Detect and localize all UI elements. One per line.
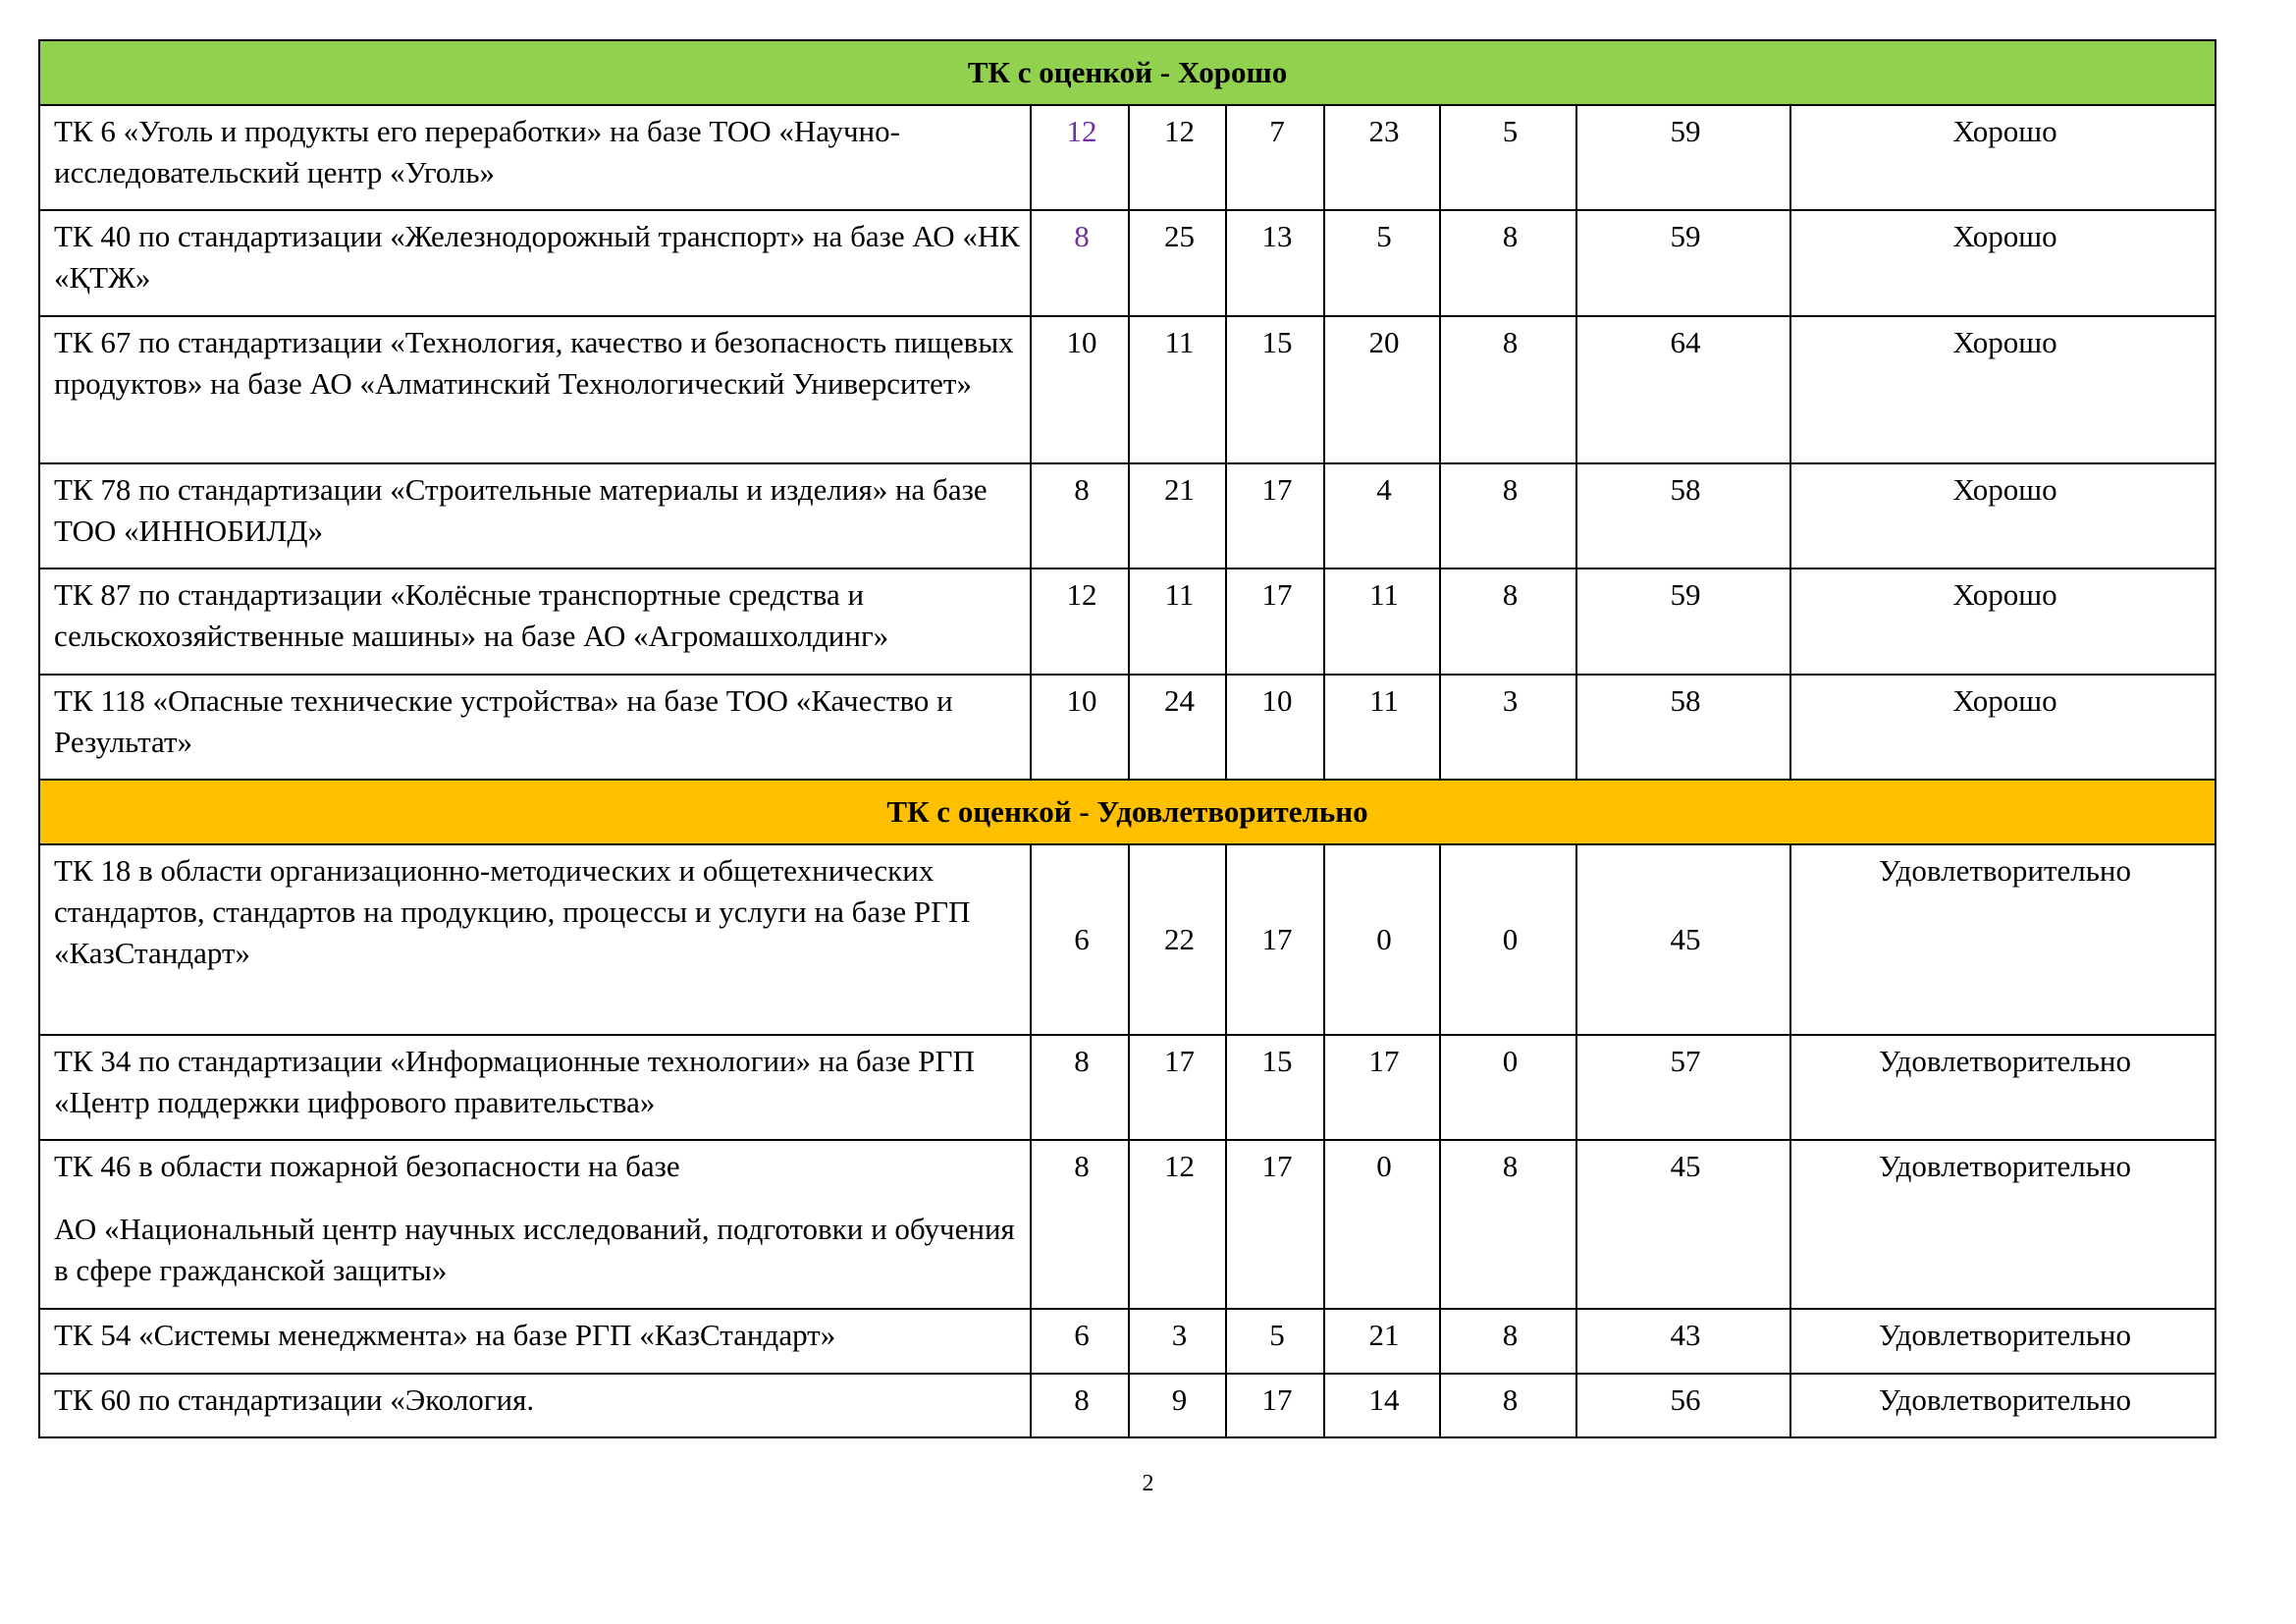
table-row (39, 316, 2216, 463)
score-2: 9 (1129, 1374, 1226, 1437)
score-1: 10 (1031, 675, 1129, 780)
score-4: 21 (1324, 1309, 1440, 1374)
grade: Хорошо (1790, 675, 2216, 780)
grade: Удовлетворительно (1790, 1374, 2216, 1437)
score-3: 17 (1226, 1374, 1324, 1437)
section-header-satisfactory (39, 780, 2216, 844)
score-1: 8 (1031, 210, 1129, 316)
score-1: 10 (1031, 316, 1129, 463)
score-4: 0 (1324, 1140, 1440, 1309)
page-number: 2 (1142, 1471, 1154, 1496)
score-1: 8 (1031, 463, 1129, 568)
score-2: 3 (1129, 1309, 1226, 1374)
score-3: 13 (1226, 210, 1324, 316)
total-score: 64 (1576, 316, 1790, 463)
committee-name: ТК 54 «Системы менеджмента» на базе РГП «КазСтандарт» (39, 1309, 1031, 1374)
committee-name: ТК 118 «Опасные технические устройства» на базе ТОО «Качество и Результат» (39, 675, 1031, 780)
table-row (39, 210, 2216, 316)
score-2: 11 (1129, 316, 1226, 463)
grade: Удовлетворительно (1790, 844, 2216, 1035)
score-4: 5 (1324, 210, 1440, 316)
score-4: 11 (1324, 675, 1440, 780)
table-row (39, 844, 2216, 1035)
rating-table (38, 39, 2216, 1438)
score-3: 15 (1226, 1035, 1324, 1140)
score-2: 11 (1129, 568, 1226, 675)
table-row (39, 105, 2216, 210)
score-2: 17 (1129, 1035, 1226, 1140)
score-2: 21 (1129, 463, 1226, 568)
score-1: 6 (1031, 844, 1129, 1035)
table-row (39, 1035, 2216, 1140)
section-title: ТК с оценкой - Удовлетворительно (39, 780, 2216, 844)
score-5: 8 (1440, 1309, 1576, 1374)
grade: Хорошо (1790, 210, 2216, 316)
score-5: 8 (1440, 210, 1576, 316)
score-4: 20 (1324, 316, 1440, 463)
section-title: ТК с оценкой - Хорошо (39, 40, 2216, 105)
score-1: 12 (1031, 105, 1129, 210)
table-row (39, 1140, 2216, 1309)
grade: Удовлетворительно (1790, 1140, 2216, 1309)
total-score: 56 (1576, 1374, 1790, 1437)
score-5: 8 (1440, 1374, 1576, 1437)
committee-name: ТК 40 по стандартизации «Железнодорожный транспорт» на базе АО «НК «ҚТЖ» (39, 210, 1031, 316)
committee-name: ТК 78 по стандартизации «Строительные материалы и изделия» на базе ТОО «ИННОБИЛД» (39, 463, 1031, 568)
score-3: 17 (1226, 844, 1324, 1035)
score-5: 8 (1440, 463, 1576, 568)
score-1: 6 (1031, 1309, 1129, 1374)
committee-name: ТК 87 по стандартизации «Колёсные транспортные средства и сельскохозяйственные машины» на базе АО «Агромашхолдинг» (39, 568, 1031, 675)
score-5: 0 (1440, 1035, 1576, 1140)
total-score: 57 (1576, 1035, 1790, 1140)
score-5: 8 (1440, 316, 1576, 463)
table-row (39, 568, 2216, 675)
score-2: 24 (1129, 675, 1226, 780)
score-4: 11 (1324, 568, 1440, 675)
score-5: 8 (1440, 568, 1576, 675)
total-score: 59 (1576, 105, 1790, 210)
score-4: 23 (1324, 105, 1440, 210)
committee-name: ТК 67 по стандартизации «Технология, качество и безопасность пищевых продуктов» на базе АО «Алматинский Технологический Университет» (39, 316, 1031, 463)
total-score: 59 (1576, 210, 1790, 316)
score-4: 4 (1324, 463, 1440, 568)
table-row (39, 675, 2216, 780)
total-score: 59 (1576, 568, 1790, 675)
grade: Хорошо (1790, 316, 2216, 463)
score-1: 8 (1031, 1035, 1129, 1140)
score-4: 17 (1324, 1035, 1440, 1140)
committee-name-line2: АО «Национальный центр научных исследований, подготовки и обучения в сфере гражданской защиты» (54, 1212, 1015, 1287)
score-3: 17 (1226, 1140, 1324, 1309)
total-score: 45 (1576, 1140, 1790, 1309)
score-3: 10 (1226, 675, 1324, 780)
committee-name: ТК 6 «Уголь и продукты его переработки» на базе ТОО «Научно-исследовательский центр «Уголь» (39, 105, 1031, 210)
table-row (39, 463, 2216, 568)
table-row (39, 1309, 2216, 1374)
score-2: 12 (1129, 1140, 1226, 1309)
total-score: 43 (1576, 1309, 1790, 1374)
committee-name: ТК 60 по стандартизации «Экология. (39, 1374, 1031, 1437)
score-3: 7 (1226, 105, 1324, 210)
score-1: 8 (1031, 1374, 1129, 1437)
score-1: 12 (1031, 568, 1129, 675)
score-5: 8 (1440, 1140, 1576, 1309)
grade: Удовлетворительно (1790, 1035, 2216, 1140)
committee-name: ТК 18 в области организационно-методических и общетехнических стандартов, стандартов на продукцию, процессы и услуги на базе РГП «КазСтандарт» (39, 844, 1031, 1035)
committee-name-line1: ТК 46 в области пожарной безопасности на базе (54, 1149, 680, 1183)
total-score: 58 (1576, 463, 1790, 568)
total-score: 58 (1576, 675, 1790, 780)
total-score: 45 (1576, 844, 1790, 1035)
score-2: 12 (1129, 105, 1226, 210)
score-3: 17 (1226, 568, 1324, 675)
score-5: 3 (1440, 675, 1576, 780)
score-2: 25 (1129, 210, 1226, 316)
grade: Хорошо (1790, 568, 2216, 675)
table-row (39, 1374, 2216, 1437)
score-5: 0 (1440, 844, 1576, 1035)
committee-name (39, 1140, 1031, 1309)
committee-name: ТК 34 по стандартизации «Информационные технологии» на базе РГП «Центр поддержки цифрового правительства» (39, 1035, 1031, 1140)
score-4: 14 (1324, 1374, 1440, 1437)
section-header-good (39, 40, 2216, 105)
score-5: 5 (1440, 105, 1576, 210)
score-3: 5 (1226, 1309, 1324, 1374)
score-3: 15 (1226, 316, 1324, 463)
grade: Хорошо (1790, 463, 2216, 568)
score-1: 8 (1031, 1140, 1129, 1309)
score-2: 22 (1129, 844, 1226, 1035)
grade: Хорошо (1790, 105, 2216, 210)
grade: Удовлетворительно (1790, 1309, 2216, 1374)
score-3: 17 (1226, 463, 1324, 568)
score-4: 0 (1324, 844, 1440, 1035)
